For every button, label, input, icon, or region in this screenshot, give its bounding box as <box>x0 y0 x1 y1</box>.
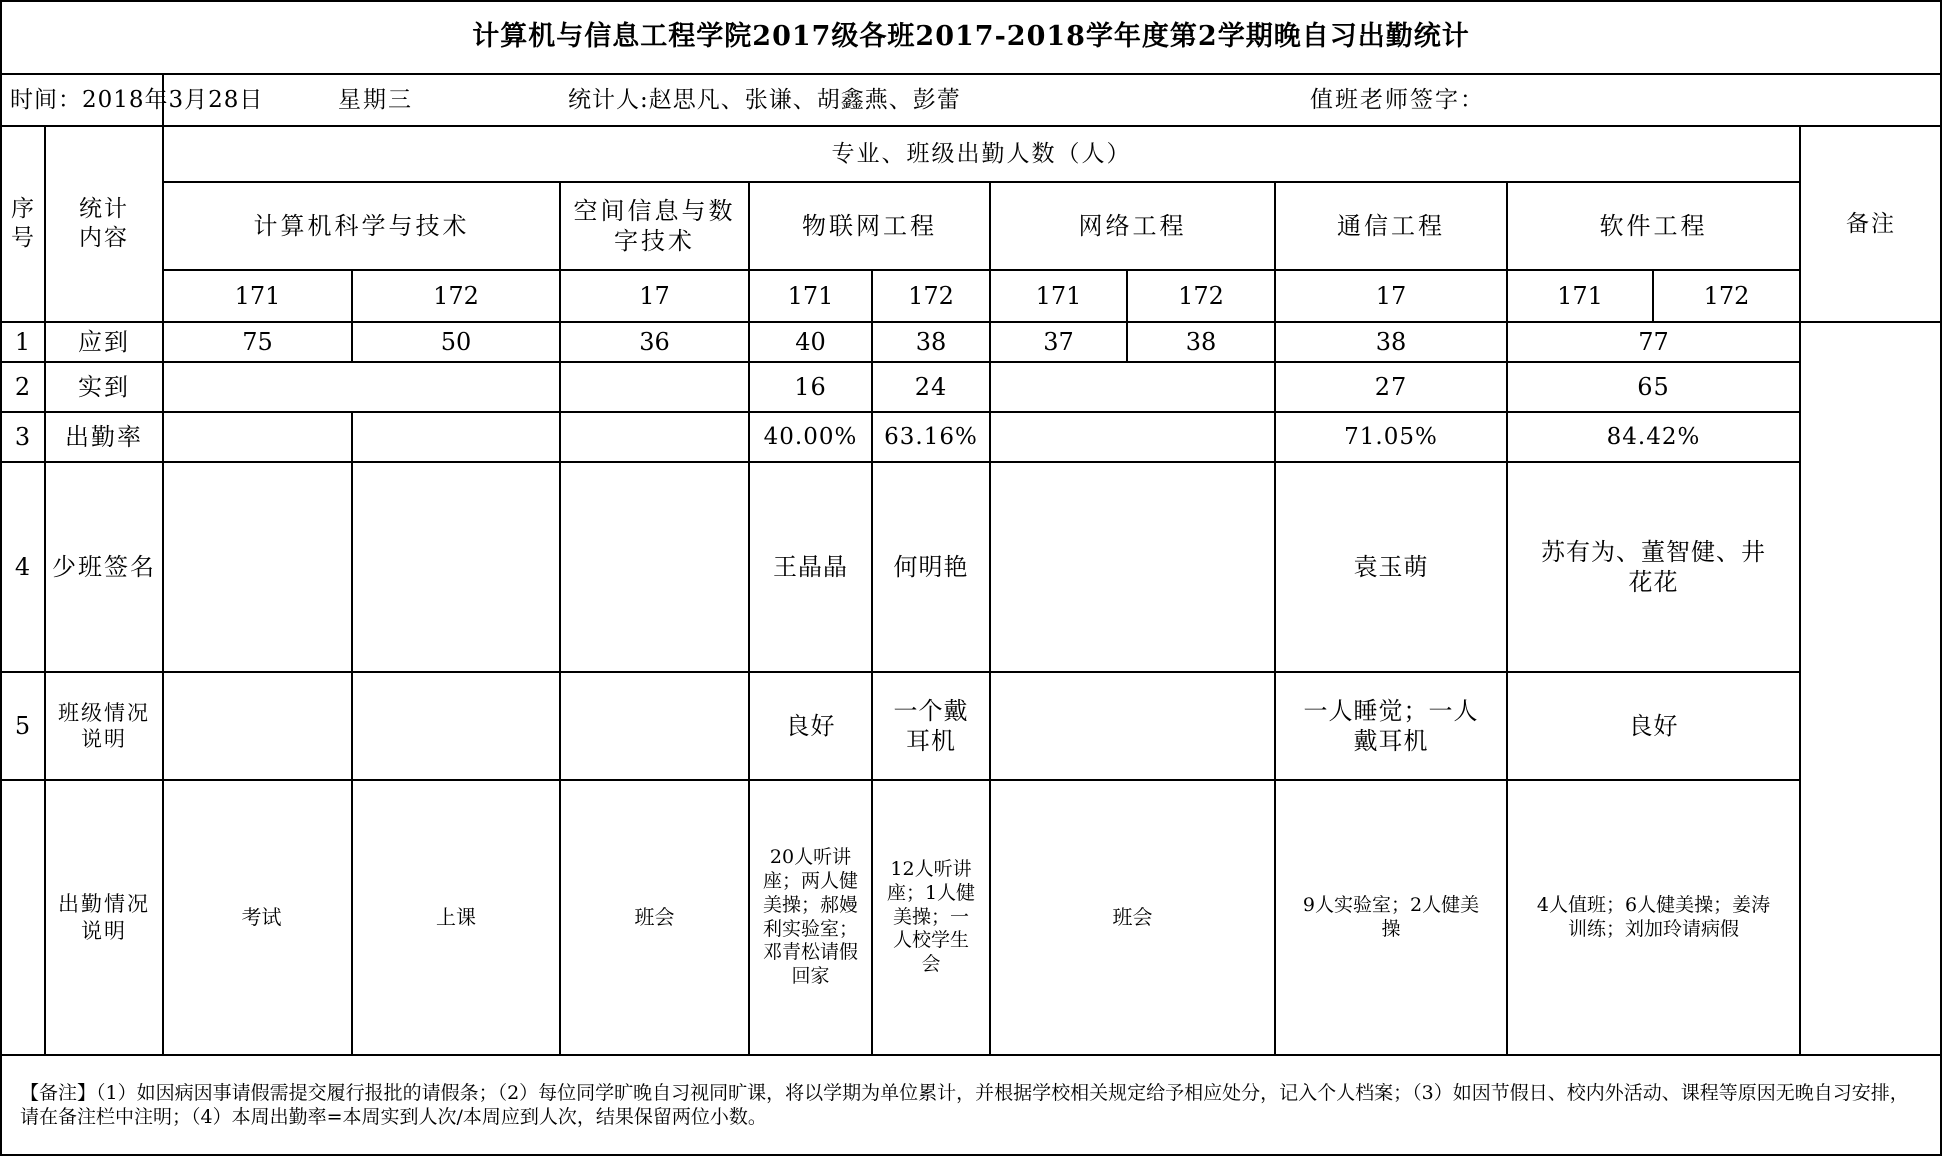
attendance-note: 9人实验室；2人健美 操 <box>1302 893 1480 940</box>
actual-count: 65 <box>1637 373 1670 401</box>
row-seq: 2 <box>14 373 31 401</box>
attendance-note: 上课 <box>436 905 476 929</box>
expected-count: 36 <box>639 328 670 356</box>
expected-count: 38 <box>1185 328 1217 356</box>
absent-signature: 苏有为、董智健、井 花花 <box>1541 538 1766 596</box>
absent-signature: 袁玉萌 <box>1353 553 1429 581</box>
header-group: 专业、班级出勤人数（人） <box>831 140 1132 167</box>
row-label: 少班签名 <box>52 553 156 581</box>
expected-count: 75 <box>242 328 273 356</box>
header-content: 统计 内容 <box>79 196 129 251</box>
major-telecom: 通信工程 <box>1337 212 1445 240</box>
info-weekday: 星期三 <box>338 86 413 113</box>
actual-count: 24 <box>914 373 948 401</box>
sheet-title: 计算机与信息工程学院2017级各班2017-2018学年度第2学期晚自习出勤统计 <box>472 21 1470 53</box>
header-seq: 序号 <box>11 196 34 251</box>
expected-count: 37 <box>1043 328 1074 356</box>
footer-remarks: 【备注】（1）如因病因事请假需提交履行报批的请假条；（2）每位同学旷晚自习视同旷课，将以学期为单位累计，并根据学校相关规定给予相应处分，记入个人档案；（3）如因节假日、校内外活动、课程等原因无晚自习安排，请在备注栏中注明；（4）本周出勤率=本周实到人次/本周应到人次，结果保留两位小数。 <box>20 1081 1909 1128</box>
expected-count: 38 <box>915 328 947 356</box>
class-note: 一个戴 耳机 <box>893 697 969 755</box>
row-label: 班级情况 说明 <box>58 700 150 751</box>
class-header: 17 <box>639 282 670 310</box>
absent-signature: 王晶晶 <box>773 553 848 581</box>
major-cs: 计算机科学与技术 <box>253 212 470 240</box>
class-note: 一人睡觉；一人 戴耳机 <box>1303 697 1479 755</box>
class-header: 172 <box>1703 282 1750 310</box>
header-remark: 备注 <box>1846 210 1896 237</box>
row-seq: 4 <box>14 553 31 581</box>
class-header: 171 <box>1035 282 1082 310</box>
row-seq: 5 <box>14 712 31 740</box>
attendance-note: 4人值班；6人健美操；姜涛 训练；刘加玲请病假 <box>1536 893 1771 940</box>
attendance-note: 班会 <box>1112 905 1153 929</box>
row-label: 出勤情况 说明 <box>58 892 150 943</box>
expected-count: 38 <box>1375 328 1407 356</box>
expected-count: 77 <box>1638 328 1669 356</box>
info-time: 时间：2018年3月28日 <box>10 86 264 113</box>
expected-count: 50 <box>440 328 472 356</box>
class-header: 172 <box>1178 282 1224 310</box>
major-spatial-info: 空间信息与数 字技术 <box>573 197 736 255</box>
actual-count: 27 <box>1374 373 1408 401</box>
attendance-rate: 63.16% <box>884 423 978 450</box>
expected-count: 40 <box>795 328 826 356</box>
info-teacher-signature: 值班老师签字： <box>1310 86 1485 113</box>
row-label: 实到 <box>78 373 130 401</box>
row-label: 应到 <box>78 328 130 356</box>
major-iot: 物联网工程 <box>802 212 937 240</box>
class-header: 171 <box>787 282 834 310</box>
class-header: 17 <box>1375 282 1407 310</box>
row-seq: 3 <box>14 423 31 451</box>
class-note: 良好 <box>1628 712 1679 740</box>
class-note: 良好 <box>785 712 836 740</box>
class-header: 171 <box>1557 282 1603 310</box>
attendance-note: 考试 <box>241 905 282 929</box>
attendance-rate: 71.05% <box>1344 423 1438 450</box>
attendance-note: 12人听讲 座；1人健 美操；一 人校学生 会 <box>886 858 976 976</box>
info-statisticians: 统计人:赵思凡、张谦、胡鑫燕、彭蕾 <box>568 86 961 113</box>
attendance-note: 班会 <box>634 905 675 929</box>
row-label: 出勤率 <box>65 423 143 451</box>
absent-signature: 何明艳 <box>893 553 969 581</box>
major-network: 网络工程 <box>1078 212 1187 240</box>
attendance-note: 20人听讲 座；两人健 美操；郝嫚 利实验室； 邓青松请假 回家 <box>762 846 858 987</box>
class-header: 172 <box>908 282 954 310</box>
row-seq: 1 <box>14 328 31 356</box>
attendance-rate: 40.00% <box>763 423 858 450</box>
actual-count: 16 <box>794 373 827 401</box>
attendance-rate: 84.42% <box>1606 423 1701 450</box>
class-header: 171 <box>234 282 281 310</box>
class-header: 172 <box>433 282 479 310</box>
major-software: 软件工程 <box>1599 212 1708 240</box>
